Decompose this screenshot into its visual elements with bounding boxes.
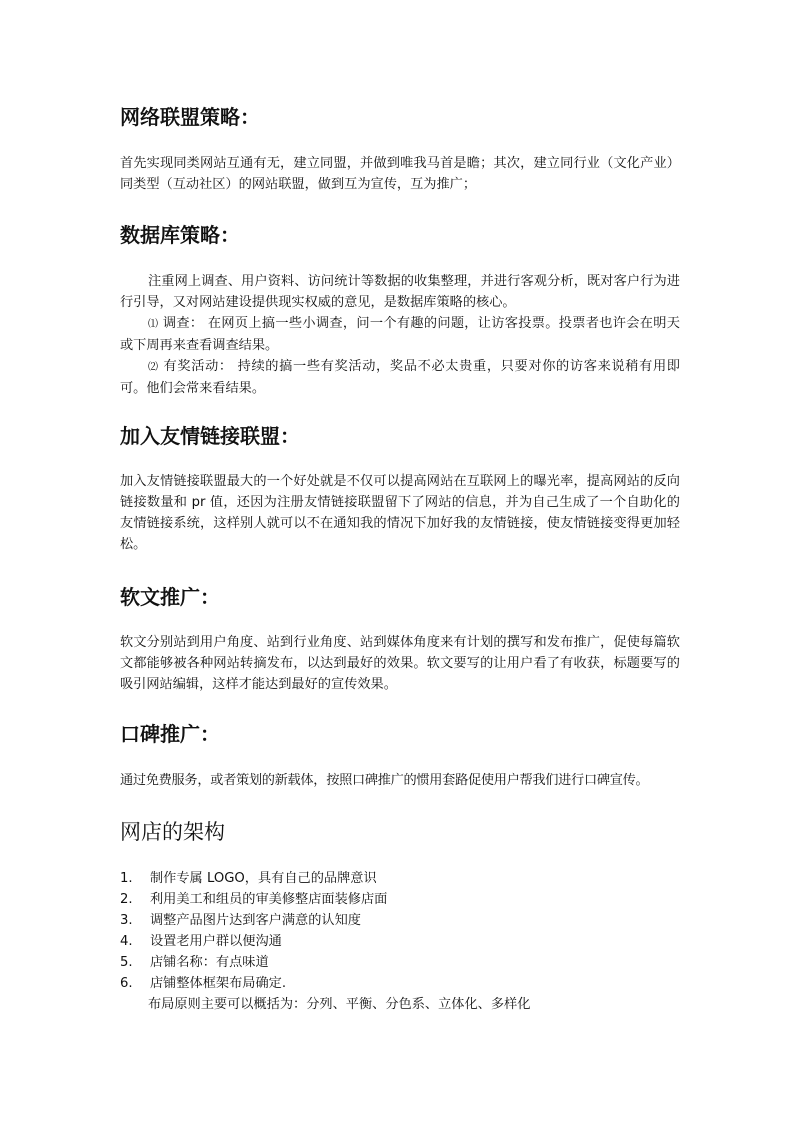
item-number: 6. <box>120 976 133 991</box>
item-text: 店铺整体框架布局确定. <box>150 976 287 991</box>
list-item <box>120 910 680 931</box>
item-number: 2. <box>120 892 133 907</box>
paragraph: 通过免费服务，或者策划的新载体，按照口碑推广的惯用套路促使用户帮我们进行口碑宣传。 <box>120 773 649 788</box>
section-body <box>120 770 680 791</box>
section-soft-article <box>120 583 680 611</box>
section-friend-links <box>120 422 680 450</box>
paragraph: 首先实现同类网站互通有无，建立同盟，并做到唯我马首是瞻；其次，建立同行业（文化产业）同类型（互动社区）的网站联盟，做到互为宣传，互为推广； <box>120 156 680 192</box>
numbered-list <box>120 868 680 994</box>
section-body <box>120 271 680 399</box>
section-store-structure <box>120 818 680 846</box>
item-text: 利用美工和组员的审美修整店面装修店面 <box>150 892 388 907</box>
section-heading: 加入友情链接联盟： <box>120 424 300 448</box>
list-item <box>120 889 680 910</box>
section-body <box>120 868 680 1015</box>
paragraph: 软文分别站到用户角度、站到行业角度、站到媒体角度来有计划的撰写和发布推广，促使每篇软文都能够被各种网站转摘发布，以达到最好的效果。软文要写的让用户看了有收获，标题要写的吸引网站编辑，这样才能达到最好的宣传效果。 <box>120 635 680 692</box>
item-number: ⑴ <box>148 319 159 330</box>
item-number: ⑵ <box>148 362 159 373</box>
section-heading: 数据库策略： <box>120 223 240 247</box>
section-body <box>120 632 680 695</box>
section-database <box>120 221 680 249</box>
section-network-alliance <box>120 103 680 131</box>
item-text: 制作专属 LOGO，具有自己的品牌意识 <box>150 871 377 886</box>
section-heading: 网络联盟策略： <box>120 105 260 129</box>
list-item <box>120 952 680 973</box>
item-number: 4. <box>120 934 133 949</box>
paragraph: 加入友情链接联盟最大的一个好处就是不仅可以提高网站在互联网上的曝光率，提高网站的反向链接数量和 pr 值，还因为注册友情链接联盟留下了网站的信息，并为自己生成了一个自助化的友情链接系统，这样别人就可以不在通知我的情况下加好我的友情链接，使友情链接变得更加轻松。 <box>120 474 680 552</box>
item-text: 有奖活动： 持续的搞一些有奖活动，奖品不必太贵重，只要对你的访客来说稍有用即可。他们会常来看结果。 <box>120 359 680 396</box>
list-item <box>120 931 680 952</box>
item-number: 3. <box>120 913 133 928</box>
section-body <box>120 153 680 195</box>
list-item <box>120 868 680 889</box>
item-number: 5. <box>120 955 133 970</box>
section-heading: 口碑推广： <box>120 722 220 746</box>
item-number: 1. <box>120 871 133 886</box>
section-heading: 网店的架构 <box>120 820 225 844</box>
paragraph: 注重网上调查、用户资料、访问统计等数据的收集整理，并进行客观分析，既对客户行为进行引导，又对网站建设提供现实权威的意见，是数据库策略的核心。 <box>120 274 680 310</box>
section-body <box>120 471 680 555</box>
section-word-of-mouth <box>120 720 680 748</box>
list-item <box>120 313 680 356</box>
item-text: 店铺名称：有点味道 <box>150 955 269 970</box>
item-text: 调查： 在网页上搞一些小调查，问一个有趣的问题，让访客投票。投票者也许会在明天或下周再来查看调查结果。 <box>120 316 680 353</box>
section-heading: 软文推广： <box>120 585 220 609</box>
list-item <box>120 973 680 994</box>
layout-principle-note: 布局原则主要可以概括为：分列、平衡、分色系、立体化、多样化 <box>148 997 531 1012</box>
list-item <box>120 356 680 399</box>
item-text: 调整产品图片达到客户满意的认知度 <box>150 913 361 928</box>
item-text: 设置老用户群以便沟通 <box>150 934 282 949</box>
